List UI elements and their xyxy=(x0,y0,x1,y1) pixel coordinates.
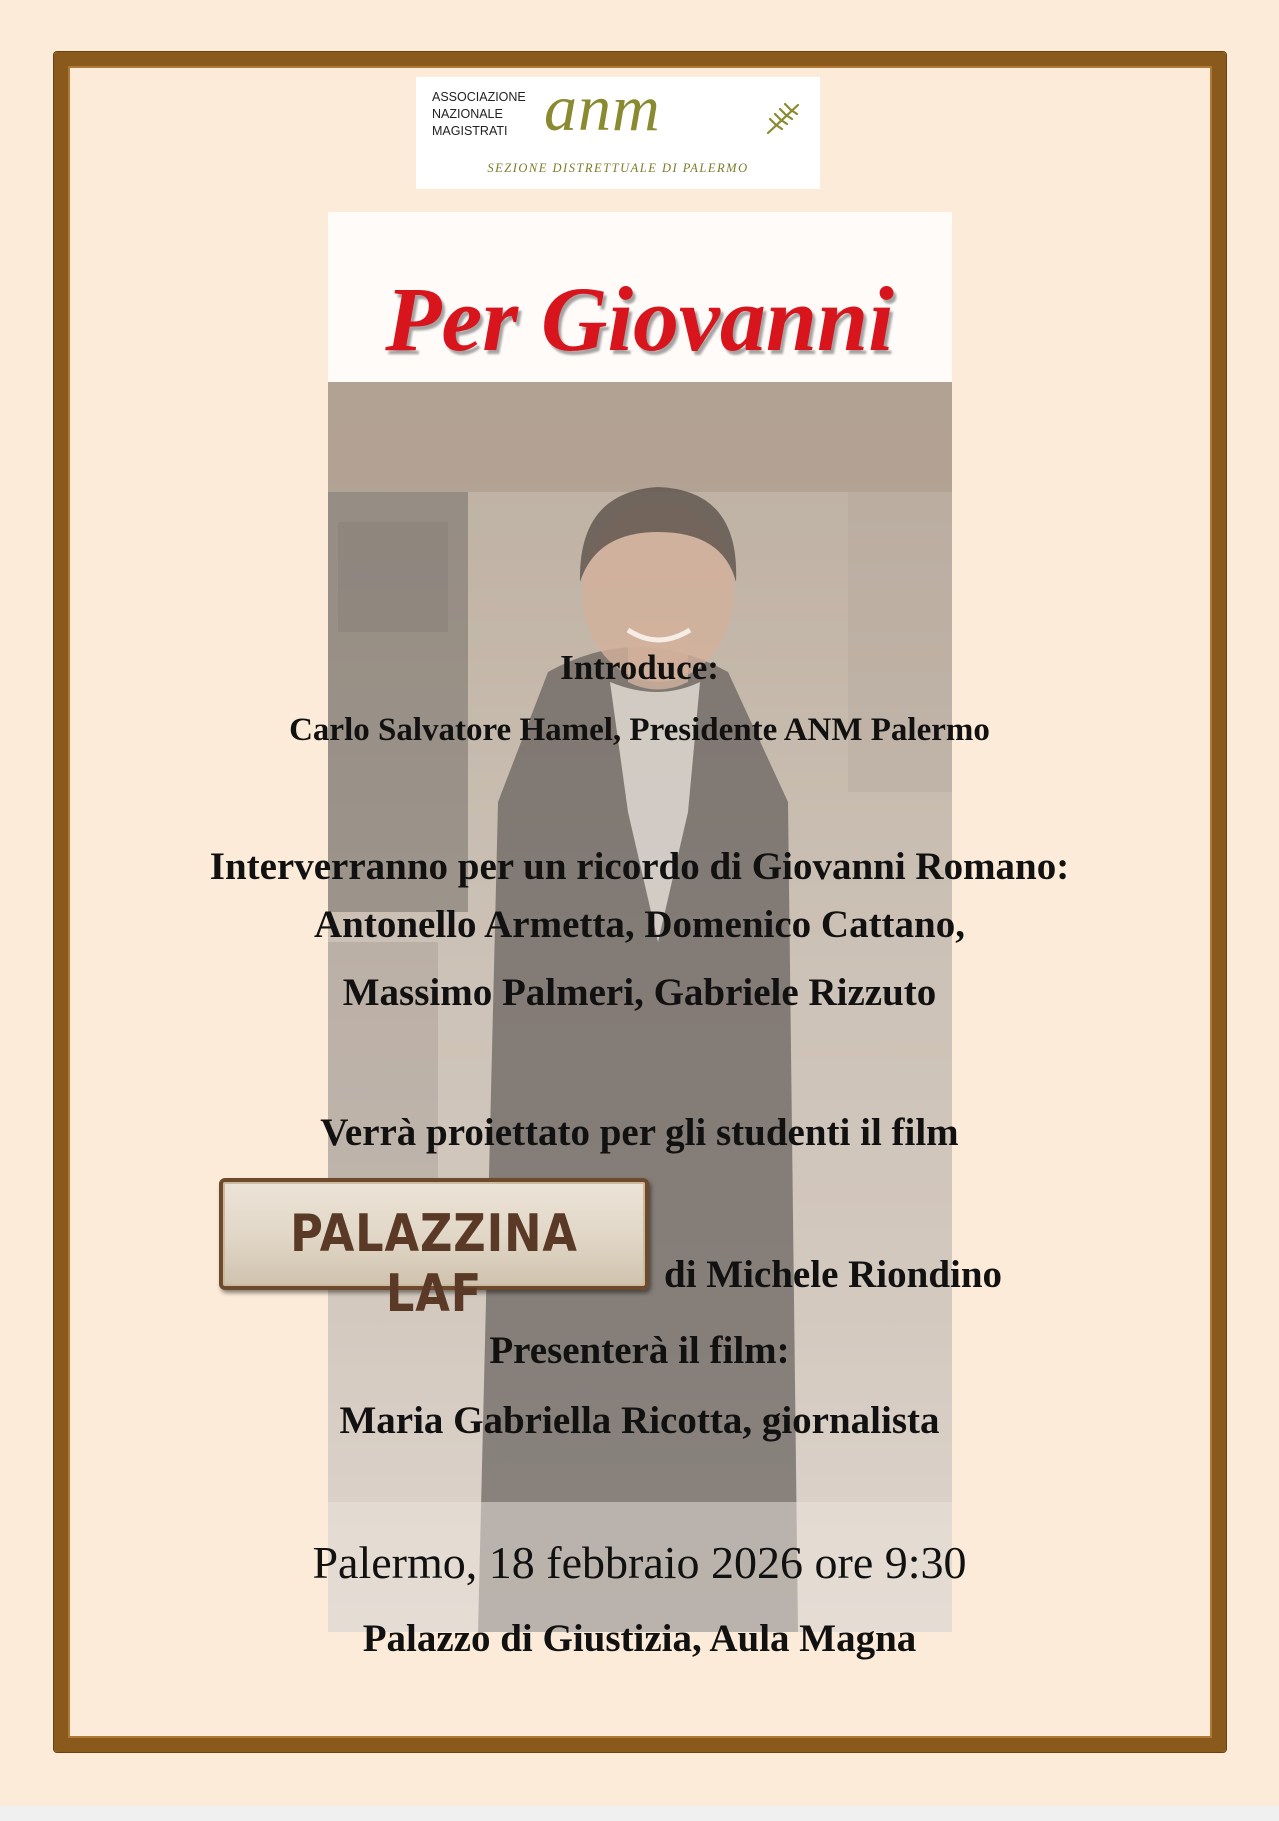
anm-logo xyxy=(416,72,820,189)
speakers-names-line1: Antonello Armetta, Domenico Cattano, xyxy=(314,903,965,946)
event-date-time: Palermo, 18 febbraio 2026 ore 9:30 xyxy=(312,1537,967,1588)
logo-section-text: SEZIONE DISTRETTUALE DI PALERMO xyxy=(487,161,749,175)
event-venue: Palazzo di Giustizia, Aula Magna xyxy=(362,1617,917,1660)
film-presenter-label: Presenterà il film: xyxy=(489,1329,790,1372)
film-presenter: Maria Gabriella Ricotta, giornalista xyxy=(339,1399,940,1442)
poster-title: Per Giovanni xyxy=(385,268,894,370)
introduce-speaker: Carlo Salvatore Hamel, Presidente ANM Palermo xyxy=(289,712,990,748)
speakers-heading: Interverranno per un ricordo di Giovanni Romano: xyxy=(209,845,1070,888)
logo-acronym: anm xyxy=(544,72,661,145)
logo-association-text: ASSOCIAZIONE NAZIONALE MAGISTRATI xyxy=(432,90,526,138)
speakers-names-line2: Massimo Palmeri, Gabriele Rizzuto xyxy=(342,971,937,1014)
wheat-icon xyxy=(764,97,804,137)
film-title: PALAZZINA LAF xyxy=(290,1204,578,1324)
film-title-sign xyxy=(219,1178,649,1324)
film-director: di Michele Riondino xyxy=(664,1253,1003,1296)
film-intro: Verrà proiettato per gli studenti il film xyxy=(320,1111,959,1154)
introduce-label: Introduce: xyxy=(560,648,719,687)
